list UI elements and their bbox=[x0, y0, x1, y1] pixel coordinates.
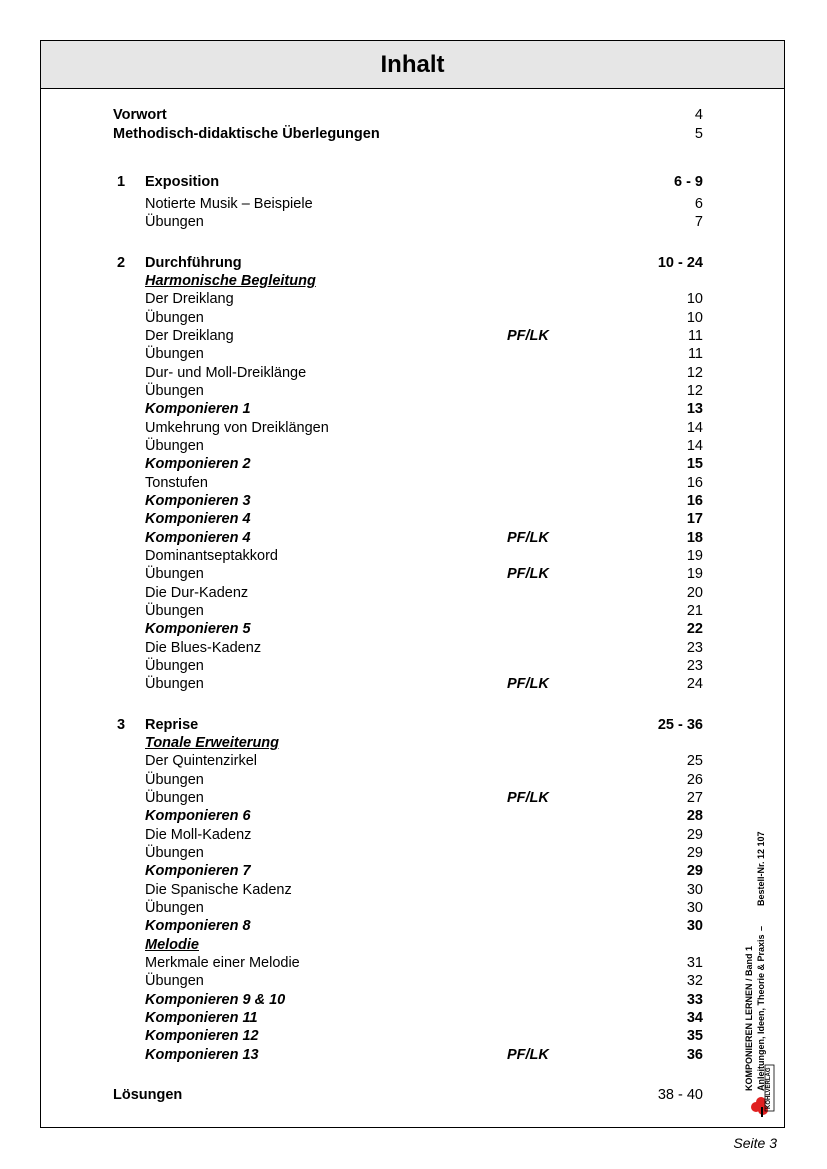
toc-row bbox=[41, 106, 786, 124]
toc-entry-title: Vorwort bbox=[113, 107, 167, 123]
toc-row bbox=[41, 917, 786, 935]
toc-page-number: 5 bbox=[694, 126, 703, 142]
pflk-marker: PF/LK bbox=[507, 1047, 549, 1063]
toc-entry-title: Komponieren 7 bbox=[145, 863, 251, 879]
toc-row bbox=[41, 290, 786, 308]
toc-row bbox=[41, 620, 786, 638]
toc-page-number: 31 bbox=[686, 955, 703, 971]
toc-page-number: 23 bbox=[686, 640, 703, 656]
toc-row bbox=[41, 382, 786, 400]
toc-entry-title: Tonstufen bbox=[145, 475, 208, 491]
toc-row bbox=[41, 510, 786, 528]
toc-entry-title: Übungen bbox=[145, 900, 204, 916]
toc-entry-title: Übungen bbox=[145, 676, 204, 692]
toc-entry-title: Tonale Erweiterung bbox=[145, 735, 280, 751]
toc-entry-title: Umkehrung von Dreiklängen bbox=[145, 420, 329, 436]
toc-row bbox=[41, 419, 786, 437]
toc-entry-title: Die Dur-Kadenz bbox=[145, 585, 249, 601]
toc-row bbox=[41, 954, 786, 972]
toc-entry-title: Die Blues-Kadenz bbox=[145, 640, 262, 656]
toc-page-number: 17 bbox=[686, 511, 703, 527]
toc-row bbox=[41, 716, 786, 734]
toc-page-number: 29 bbox=[686, 827, 703, 843]
toc-page-number: 33 bbox=[686, 992, 703, 1008]
toc-entry-title: Dur- und Moll-Dreiklänge bbox=[145, 365, 307, 381]
toc-entry-title: Komponieren 6 bbox=[145, 808, 251, 824]
toc-row bbox=[41, 327, 786, 345]
toc-entry-title: Notierte Musik – Beispiele bbox=[145, 196, 313, 212]
toc-row bbox=[41, 991, 786, 1009]
toc-entry-title: Komponieren 8 bbox=[145, 918, 251, 934]
toc-page-number: 34 bbox=[686, 1010, 703, 1026]
toc-row bbox=[41, 213, 786, 231]
toc-entry-title: Übungen bbox=[145, 566, 204, 582]
toc-page-number: 10 bbox=[686, 291, 703, 307]
toc-entry-title: Komponieren 4 bbox=[145, 511, 251, 527]
pflk-marker: PF/LK bbox=[507, 328, 549, 344]
pflk-marker: PF/LK bbox=[507, 676, 549, 692]
toc-row bbox=[41, 1086, 786, 1104]
toc-page-number: 25 - 36 bbox=[657, 717, 703, 733]
toc-entry-title: Komponieren 9 & 10 bbox=[145, 992, 286, 1008]
toc-row bbox=[41, 565, 786, 583]
toc-page-number: 10 - 24 bbox=[657, 255, 703, 271]
toc-page-number: 6 - 9 bbox=[673, 174, 703, 190]
toc-entry-title: Übungen bbox=[145, 790, 204, 806]
toc-page-number: 27 bbox=[686, 790, 703, 806]
chapter-number: 3 bbox=[117, 717, 126, 733]
toc-page-number: 4 bbox=[694, 107, 703, 123]
toc-page-number: 32 bbox=[686, 973, 703, 989]
toc-page-number: 12 bbox=[686, 383, 703, 399]
toc-row bbox=[41, 272, 786, 290]
sidebar-book-title: KOMPONIEREN LERNEN / Band 1 bbox=[744, 945, 754, 1091]
toc-entry-title: Übungen bbox=[145, 383, 204, 399]
toc-entry-title: Lösungen bbox=[113, 1087, 183, 1103]
toc-entry-title: Übungen bbox=[145, 310, 204, 326]
toc-row bbox=[41, 602, 786, 620]
toc-row bbox=[41, 1009, 786, 1027]
toc-row bbox=[41, 364, 786, 382]
toc-page-number: 30 bbox=[686, 918, 703, 934]
toc-entry-title: Methodisch-didaktische Überlegungen bbox=[113, 126, 380, 142]
sidebar-book-subtitle: Anleitungen, Ideen, Theorie & Praxis bbox=[756, 934, 766, 1091]
toc-entry-title: Komponieren 11 bbox=[145, 1010, 258, 1026]
toc-page-number: 29 bbox=[686, 863, 703, 879]
toc-page-number: 36 bbox=[686, 1047, 703, 1063]
toc-entry-title: Komponieren 13 bbox=[145, 1047, 259, 1063]
table-of-contents bbox=[41, 41, 786, 1129]
toc-entry-title: Übungen bbox=[145, 772, 204, 788]
toc-entry-title: Durchführung bbox=[145, 255, 242, 271]
toc-page-number: 23 bbox=[686, 658, 703, 674]
tree-logo-icon bbox=[748, 1061, 778, 1121]
page-frame bbox=[40, 40, 785, 1128]
toc-row bbox=[41, 862, 786, 880]
page-title: Inhalt bbox=[380, 50, 445, 78]
toc-page-number: 15 bbox=[686, 456, 703, 472]
toc-entry-title: Der Dreiklang bbox=[145, 328, 234, 344]
toc-row bbox=[41, 675, 786, 693]
toc-row bbox=[41, 345, 786, 363]
toc-entry-title: Der Quintenzirkel bbox=[145, 753, 258, 769]
toc-page-number: 25 bbox=[686, 753, 703, 769]
toc-row bbox=[41, 309, 786, 327]
toc-row bbox=[41, 1027, 786, 1045]
toc-page-number: 14 bbox=[686, 420, 703, 436]
toc-entry-title: Übungen bbox=[145, 214, 204, 230]
toc-entry-title: Merkmale einer Melodie bbox=[145, 955, 300, 971]
toc-row bbox=[41, 789, 786, 807]
toc-entry-title: Exposition bbox=[145, 174, 220, 190]
pflk-marker: PF/LK bbox=[507, 530, 549, 546]
toc-entry-title: Übungen bbox=[145, 603, 204, 619]
toc-page-number: 29 bbox=[686, 845, 703, 861]
toc-entry-title: Übungen bbox=[145, 346, 204, 362]
publisher-logo bbox=[748, 1061, 778, 1121]
toc-entry-title: Übungen bbox=[145, 973, 204, 989]
pflk-marker: PF/LK bbox=[507, 790, 549, 806]
toc-page-number: 16 bbox=[686, 493, 703, 509]
toc-entry-title: Komponieren 4 bbox=[145, 530, 251, 546]
toc-page-number: 30 bbox=[686, 900, 703, 916]
toc-page-number: 13 bbox=[686, 401, 703, 417]
toc-page-number: 19 bbox=[686, 566, 703, 582]
toc-page-number: 11 bbox=[687, 346, 703, 362]
toc-row bbox=[41, 657, 786, 675]
toc-row bbox=[41, 474, 786, 492]
toc-row bbox=[41, 972, 786, 990]
publisher-logo-text: KOHLVERLAG bbox=[766, 1067, 772, 1109]
toc-entry-title: Komponieren 12 bbox=[145, 1028, 259, 1044]
toc-row bbox=[41, 437, 786, 455]
toc-page-number: 35 bbox=[686, 1028, 703, 1044]
toc-entry-title: Übungen bbox=[145, 438, 204, 454]
toc-row bbox=[41, 1046, 786, 1064]
toc-page-number: 6 bbox=[694, 196, 703, 212]
toc-entry-title: Komponieren 1 bbox=[145, 401, 251, 417]
toc-row bbox=[41, 455, 786, 473]
toc-page-number: 7 bbox=[694, 214, 703, 230]
page-number: Seite 3 bbox=[733, 1135, 777, 1151]
toc-row bbox=[41, 936, 786, 954]
toc-row bbox=[41, 844, 786, 862]
toc-entry-title: Komponieren 2 bbox=[145, 456, 251, 472]
toc-entry-title: Komponieren 3 bbox=[145, 493, 251, 509]
toc-row bbox=[41, 881, 786, 899]
toc-entry-title: Reprise bbox=[145, 717, 199, 733]
toc-page-number: 11 bbox=[687, 328, 703, 344]
toc-row bbox=[41, 547, 786, 565]
toc-entry-title: Die Moll-Kadenz bbox=[145, 827, 252, 843]
toc-entry-title: Die Spanische Kadenz bbox=[145, 882, 292, 898]
toc-page-number: 38 - 40 bbox=[657, 1087, 703, 1103]
toc-page-number: 28 bbox=[686, 808, 703, 824]
pflk-marker: PF/LK bbox=[507, 566, 549, 582]
toc-entry-title: Dominantseptakkord bbox=[145, 548, 278, 564]
toc-row bbox=[41, 254, 786, 272]
toc-row bbox=[41, 807, 786, 825]
toc-row bbox=[41, 734, 786, 752]
toc-page-number: 26 bbox=[686, 772, 703, 788]
toc-row bbox=[41, 771, 786, 789]
toc-entry-title: Übungen bbox=[145, 845, 204, 861]
toc-entry-title: Übungen bbox=[145, 658, 204, 674]
toc-row bbox=[41, 529, 786, 547]
sidebar-order-number: Bestell-Nr. 12 107 bbox=[756, 831, 766, 906]
toc-entry-title: Komponieren 5 bbox=[145, 621, 251, 637]
toc-row bbox=[41, 400, 786, 418]
toc-entry-title: Harmonische Begleitung bbox=[145, 273, 316, 289]
chapter-number: 2 bbox=[117, 255, 126, 271]
toc-page-number: 30 bbox=[686, 882, 703, 898]
toc-page-number: 18 bbox=[686, 530, 703, 546]
toc-row bbox=[41, 899, 786, 917]
toc-entry-title: Melodie bbox=[145, 937, 199, 953]
sidebar-imprint bbox=[744, 801, 784, 1091]
chapter-number: 1 bbox=[117, 174, 126, 190]
toc-row bbox=[41, 195, 786, 213]
toc-page-number: 10 bbox=[686, 310, 703, 326]
toc-page-number: 21 bbox=[686, 603, 703, 619]
toc-row bbox=[41, 752, 786, 770]
toc-row bbox=[41, 125, 786, 143]
toc-page-number: 14 bbox=[686, 438, 703, 454]
toc-page-number: 24 bbox=[686, 676, 703, 692]
toc-row bbox=[41, 584, 786, 602]
toc-page-number: 20 bbox=[686, 585, 703, 601]
toc-row bbox=[41, 173, 786, 191]
toc-page-number: 16 bbox=[686, 475, 703, 491]
toc-page-number: 19 bbox=[686, 548, 703, 564]
toc-row bbox=[41, 639, 786, 657]
toc-row bbox=[41, 492, 786, 510]
toc-page-number: 22 bbox=[686, 621, 703, 637]
toc-page-number: 12 bbox=[686, 365, 703, 381]
sidebar-separator: – bbox=[756, 925, 766, 931]
toc-entry-title: Der Dreiklang bbox=[145, 291, 234, 307]
toc-row bbox=[41, 826, 786, 844]
